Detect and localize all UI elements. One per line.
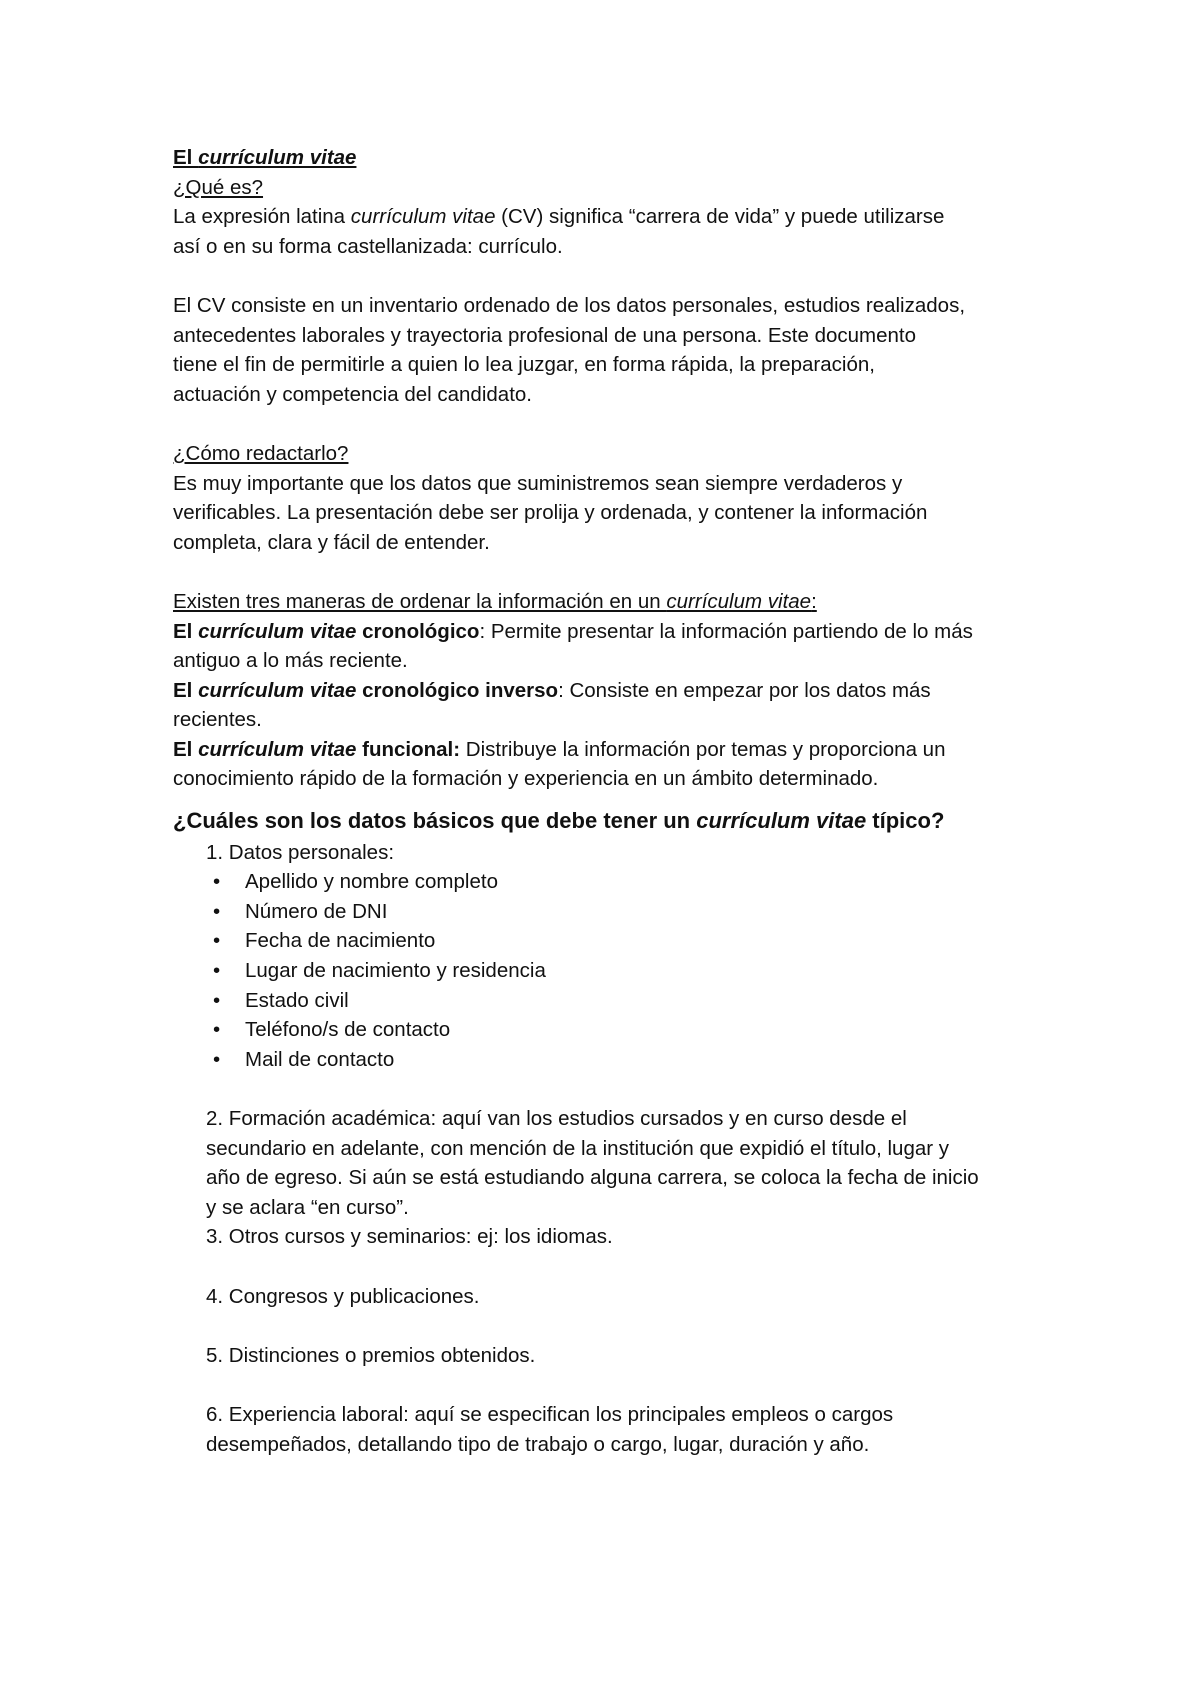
item-5-awards: 5. Distinciones o premios obtenidos. <box>206 1343 536 1367</box>
basic-data-heading <box>173 806 1053 836</box>
type-name: cronológico <box>356 619 480 643</box>
paragraph-cv-line-4: actuación y competencia del candidato. <box>173 382 532 406</box>
item-6-line-1: 6. Experiencia laboral: aquí se especifican los principales empleos o cargos <box>206 1402 894 1426</box>
heading-text: ¿Cuáles son los datos básicos que debe tener un <box>173 808 697 834</box>
bullet-icon: • <box>213 899 221 923</box>
list-item-text: Fecha de nacimiento <box>245 929 436 953</box>
title-prefix: El <box>173 146 199 169</box>
type-italic: currículum vitae <box>198 678 357 702</box>
definition-italic: currículum vitae <box>350 205 496 229</box>
type-prefix: El <box>173 678 199 702</box>
paragraph-write-line-3: completa, clara y fácil de entender. <box>173 530 490 554</box>
list-item <box>173 1045 1053 1075</box>
paragraph-write-line-2: verificables. La presentación debe ser prolija y ordenada, y contener la información <box>173 501 928 525</box>
bullet-icon: • <box>213 959 221 983</box>
paragraph-cv-line-2: antecedentes laborales y trayectoria profesional de una persona. Este documento <box>173 323 917 347</box>
item-2-line-4: y se aclara “en curso”. <box>206 1195 409 1219</box>
type-name: cronológico inverso <box>356 678 559 702</box>
type-description: Distribuye la información por temas y proporciona un <box>460 737 946 761</box>
item-2-line-1: 2. Formación académica: aquí van los estudios cursados y en curso desde el <box>206 1107 907 1130</box>
paragraph-definition-line-2: así o en su forma castellanizada: currículo. <box>173 234 563 258</box>
types-intro-italic: currículum vitae <box>666 589 812 613</box>
type-italic: currículum vitae <box>198 737 357 761</box>
list-item-text: Teléfono/s de contacto <box>245 1018 451 1042</box>
heading-italic: currículum vitae <box>696 808 867 834</box>
definition-text-b: (CV) significa “carrera de vida” y puede utilizarse <box>495 205 945 229</box>
question-what-is: ¿Qué es? <box>173 175 264 199</box>
spacer <box>173 261 1053 291</box>
type-description: Permite presentar la información partiendo de lo más <box>485 619 973 643</box>
heading-end: típico? <box>866 808 945 834</box>
item-3-courses: 3. Otros cursos y seminarios: ej: los idiomas. <box>206 1225 613 1249</box>
type-colon: : <box>558 678 564 702</box>
bullet-icon: • <box>213 1018 221 1042</box>
item-6-line-2: desempeñados, detallando tipo de trabajo o cargo, lugar, duración y año. <box>206 1432 870 1456</box>
definition-text-a: La expresión latina <box>173 205 351 229</box>
type-functional-line-2: conocimiento rápido de la formación y experiencia en un ámbito determinado. <box>173 767 879 791</box>
paragraph-definition-line-1 <box>173 202 1053 232</box>
type-functional-line-1 <box>173 735 1053 765</box>
types-intro <box>173 587 1053 617</box>
type-name: funcional: <box>356 737 461 761</box>
list-item-text: Número de DNI <box>245 899 388 923</box>
spacer <box>173 1074 1053 1104</box>
paragraph-write-line-1: Es muy importante que los datos que suministremos sean siempre verdaderos y <box>173 471 903 495</box>
spacer <box>173 409 1053 439</box>
bullet-icon: • <box>213 929 221 953</box>
type-italic: currículum vitae <box>198 619 357 643</box>
list-item <box>173 897 1053 927</box>
question-how-to-write: ¿Cómo redactarlo? <box>173 441 349 465</box>
list-item <box>173 1015 1053 1045</box>
paragraph-cv-line-3: tiene el fin de permitirle a quien lo lea juzgar, en forma rápida, la preparación, <box>173 353 875 377</box>
types-intro-colon: : <box>811 589 817 613</box>
bullet-icon: • <box>213 1047 221 1071</box>
type-reverse-line-2: recientes. <box>173 708 262 732</box>
bullet-icon: • <box>213 870 221 894</box>
type-colon: : <box>479 619 486 643</box>
title-italic: currículum vitae <box>198 146 357 169</box>
item-2-line-3: año de egreso. Si aún se está estudiando alguna carrera, se coloca la fecha de inicio <box>206 1166 979 1190</box>
bullet-icon: • <box>213 988 221 1012</box>
document-title <box>173 143 1053 173</box>
spacer <box>173 1252 1053 1282</box>
type-chronological-line-1 <box>173 617 1053 647</box>
type-description: Consiste en empezar por los datos más <box>563 678 931 702</box>
type-reverse-line-1 <box>173 676 1053 706</box>
item-2-line-2: secundario en adelante, con mención de la institución que expidió el título, lugar y <box>206 1136 950 1160</box>
list-item-text: Lugar de nacimiento y residencia <box>245 959 546 983</box>
spacer <box>173 1370 1053 1400</box>
type-chronological-line-2: antiguo a lo más reciente. <box>173 649 408 673</box>
types-intro-text: Existen tres maneras de ordenar la información en un <box>173 589 667 613</box>
type-prefix: El <box>173 619 199 643</box>
type-prefix: El <box>173 737 199 761</box>
list-item-text: Estado civil <box>245 988 349 1012</box>
paragraph-cv-line-1: El CV consiste en un inventario ordenado de los datos personales, estudios realizados, <box>173 293 966 317</box>
spacer <box>173 557 1053 587</box>
list-item <box>173 867 1053 897</box>
list-item <box>173 956 1053 986</box>
item-4-congresses: 4. Congresos y publicaciones. <box>206 1284 480 1308</box>
list-item <box>173 986 1053 1016</box>
item-1-personal-data: 1. Datos personales: <box>206 840 395 864</box>
document-page <box>173 143 1053 1459</box>
spacer <box>173 1311 1053 1341</box>
list-item-text: Mail de contacto <box>245 1047 395 1071</box>
list-item-text: Apellido y nombre completo <box>245 870 498 894</box>
list-item <box>173 926 1053 956</box>
